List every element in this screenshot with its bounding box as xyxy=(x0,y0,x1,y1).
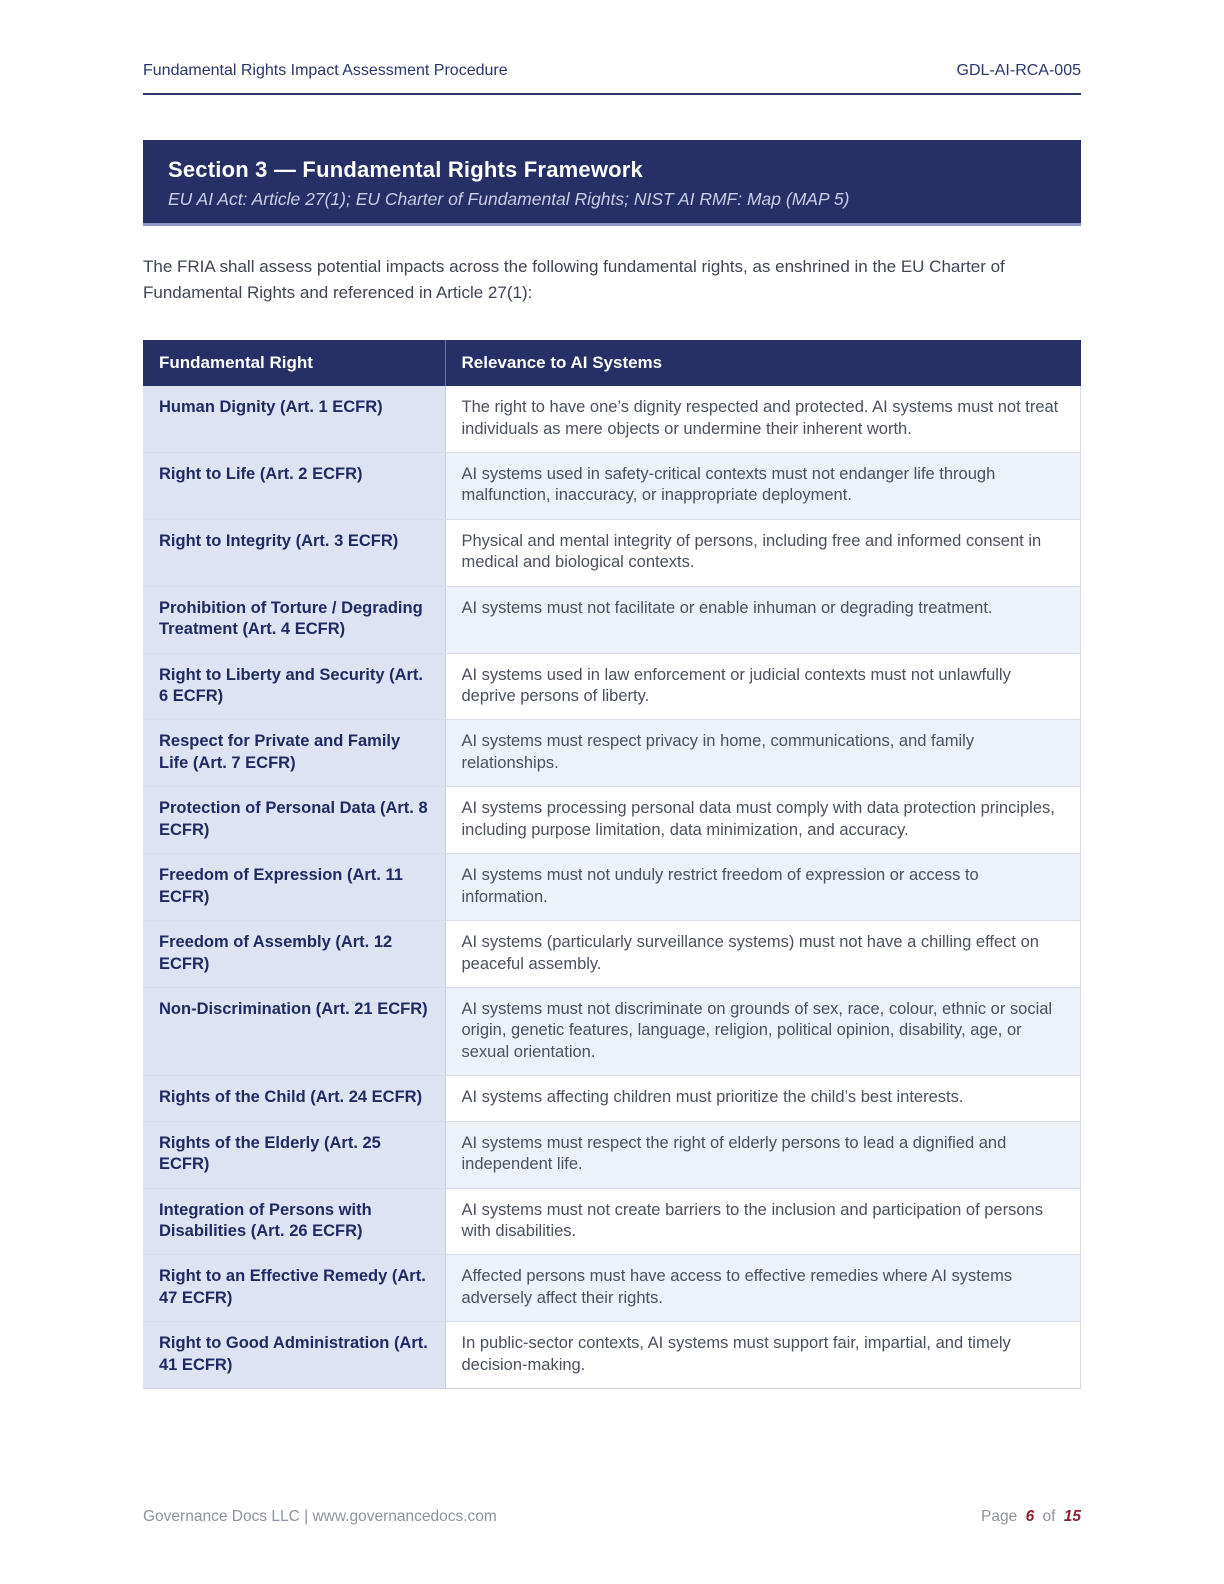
table-row xyxy=(143,720,1081,787)
relevance-cell: In public-sector contexts, AI systems must support fair, impartial, and timely decision-making. xyxy=(445,1322,1081,1389)
section-subtitle: EU AI Act: Article 27(1); EU Charter of Fundamental Rights; NIST AI RMF: Map (MAP 5) xyxy=(168,189,850,209)
column-header-fundamental-right: Fundamental Right xyxy=(143,340,445,386)
table-header-row xyxy=(143,340,1081,386)
page-indicator xyxy=(981,1508,1081,1526)
relevance-cell: Affected persons must have access to effective remedies where AI systems adversely affect their rights. xyxy=(445,1255,1081,1322)
table-row xyxy=(143,586,1081,653)
table-row xyxy=(143,653,1081,720)
fundamental-right-cell: Non-Discrimination (Art. 21 ECFR) xyxy=(143,987,445,1075)
fundamental-right-cell: Integration of Persons with Disabilities (Art. 26 ECFR) xyxy=(143,1188,445,1255)
relevance-cell: AI systems processing personal data must comply with data protection principles, including purpose limitation, data minimization, and accuracy. xyxy=(445,787,1081,854)
relevance-cell: AI systems must not discriminate on grounds of sex, race, colour, ethnic or social origin, genetic features, language, religion, political opinion, disability, age, or sexual orientation. xyxy=(445,987,1081,1075)
relevance-cell: The right to have one’s dignity respected and protected. AI systems must not treat individuals as mere objects or undermine their inherent worth. xyxy=(445,386,1081,452)
section-title: Section 3 — Fundamental Rights Framework xyxy=(168,157,643,182)
fundamental-right-cell: Protection of Personal Data (Art. 8 ECFR) xyxy=(143,787,445,854)
fundamental-right-cell: Rights of the Elderly (Art. 25 ECFR) xyxy=(143,1121,445,1188)
relevance-cell: Physical and mental integrity of persons, including free and informed consent in medical and biological contexts. xyxy=(445,519,1081,586)
footer-company: Governance Docs LLC | www.governancedocs.com xyxy=(143,1508,497,1525)
relevance-cell: AI systems used in safety-critical contexts must not endanger life through malfunction, inaccuracy, or inappropriate deployment. xyxy=(445,452,1081,519)
rights-table-body xyxy=(143,386,1081,1389)
table-row xyxy=(143,921,1081,988)
page-current: 6 xyxy=(1025,1508,1035,1525)
running-header xyxy=(143,62,1081,95)
column-header-relevance: Relevance to AI Systems xyxy=(445,340,1081,386)
table-row xyxy=(143,1255,1081,1322)
relevance-cell: AI systems used in law enforcement or judicial contexts must not unlawfully deprive persons of liberty. xyxy=(445,653,1081,720)
fundamental-right-cell: Respect for Private and Family Life (Art. 7 ECFR) xyxy=(143,720,445,787)
table-row xyxy=(143,787,1081,854)
table-row xyxy=(143,854,1081,921)
section-banner xyxy=(143,140,1081,226)
relevance-cell: AI systems affecting children must prioritize the child’s best interests. xyxy=(445,1076,1081,1121)
relevance-cell: AI systems must respect privacy in home, communications, and family relationships. xyxy=(445,720,1081,787)
fundamental-right-cell: Right to Good Administration (Art. 41 ECFR) xyxy=(143,1322,445,1389)
table-row xyxy=(143,452,1081,519)
table-row xyxy=(143,1188,1081,1255)
fundamental-rights-table xyxy=(143,340,1081,1389)
fundamental-right-cell: Human Dignity (Art. 1 ECFR) xyxy=(143,386,445,452)
document-title: Fundamental Rights Impact Assessment Procedure xyxy=(143,62,508,79)
running-footer xyxy=(143,1508,1081,1526)
relevance-cell: AI systems must not facilitate or enable inhuman or degrading treatment. xyxy=(445,586,1081,653)
relevance-cell: AI systems (particularly surveillance systems) must not have a chilling effect on peaceful assembly. xyxy=(445,921,1081,988)
table-row xyxy=(143,519,1081,586)
fundamental-right-cell: Right to Life (Art. 2 ECFR) xyxy=(143,452,445,519)
table-header xyxy=(143,340,1081,386)
table-row xyxy=(143,1322,1081,1389)
relevance-cell: AI systems must respect the right of elderly persons to lead a dignified and independent life. xyxy=(445,1121,1081,1188)
relevance-cell: AI systems must not unduly restrict freedom of expression or access to information. xyxy=(445,854,1081,921)
fundamental-right-cell: Rights of the Child (Art. 24 ECFR) xyxy=(143,1076,445,1121)
page-word: Page xyxy=(981,1508,1018,1525)
fundamental-right-cell: Freedom of Assembly (Art. 12 ECFR) xyxy=(143,921,445,988)
relevance-cell: AI systems must not create barriers to the inclusion and participation of persons with disabilities. xyxy=(445,1188,1081,1255)
page-total: 15 xyxy=(1063,1508,1081,1525)
table-row xyxy=(143,386,1081,452)
table-row xyxy=(143,1076,1081,1121)
fundamental-right-cell: Right to an Effective Remedy (Art. 47 ECFR) xyxy=(143,1255,445,1322)
table-row xyxy=(143,987,1081,1075)
intro-paragraph: The FRIA shall assess potential impacts across the following fundamental rights, as enshrined in the EU Charter of Fundamental Rights and referenced in Article 27(1): xyxy=(143,257,1005,302)
document-code: GDL-AI-RCA-005 xyxy=(956,62,1081,79)
fundamental-right-cell: Right to Integrity (Art. 3 ECFR) xyxy=(143,519,445,586)
fundamental-right-cell: Freedom of Expression (Art. 11 ECFR) xyxy=(143,854,445,921)
fundamental-right-cell: Right to Liberty and Security (Art. 6 ECFR) xyxy=(143,653,445,720)
table-row xyxy=(143,1121,1081,1188)
of-word: of xyxy=(1042,1508,1056,1525)
fundamental-right-cell: Prohibition of Torture / Degrading Treatment (Art. 4 ECFR) xyxy=(143,586,445,653)
